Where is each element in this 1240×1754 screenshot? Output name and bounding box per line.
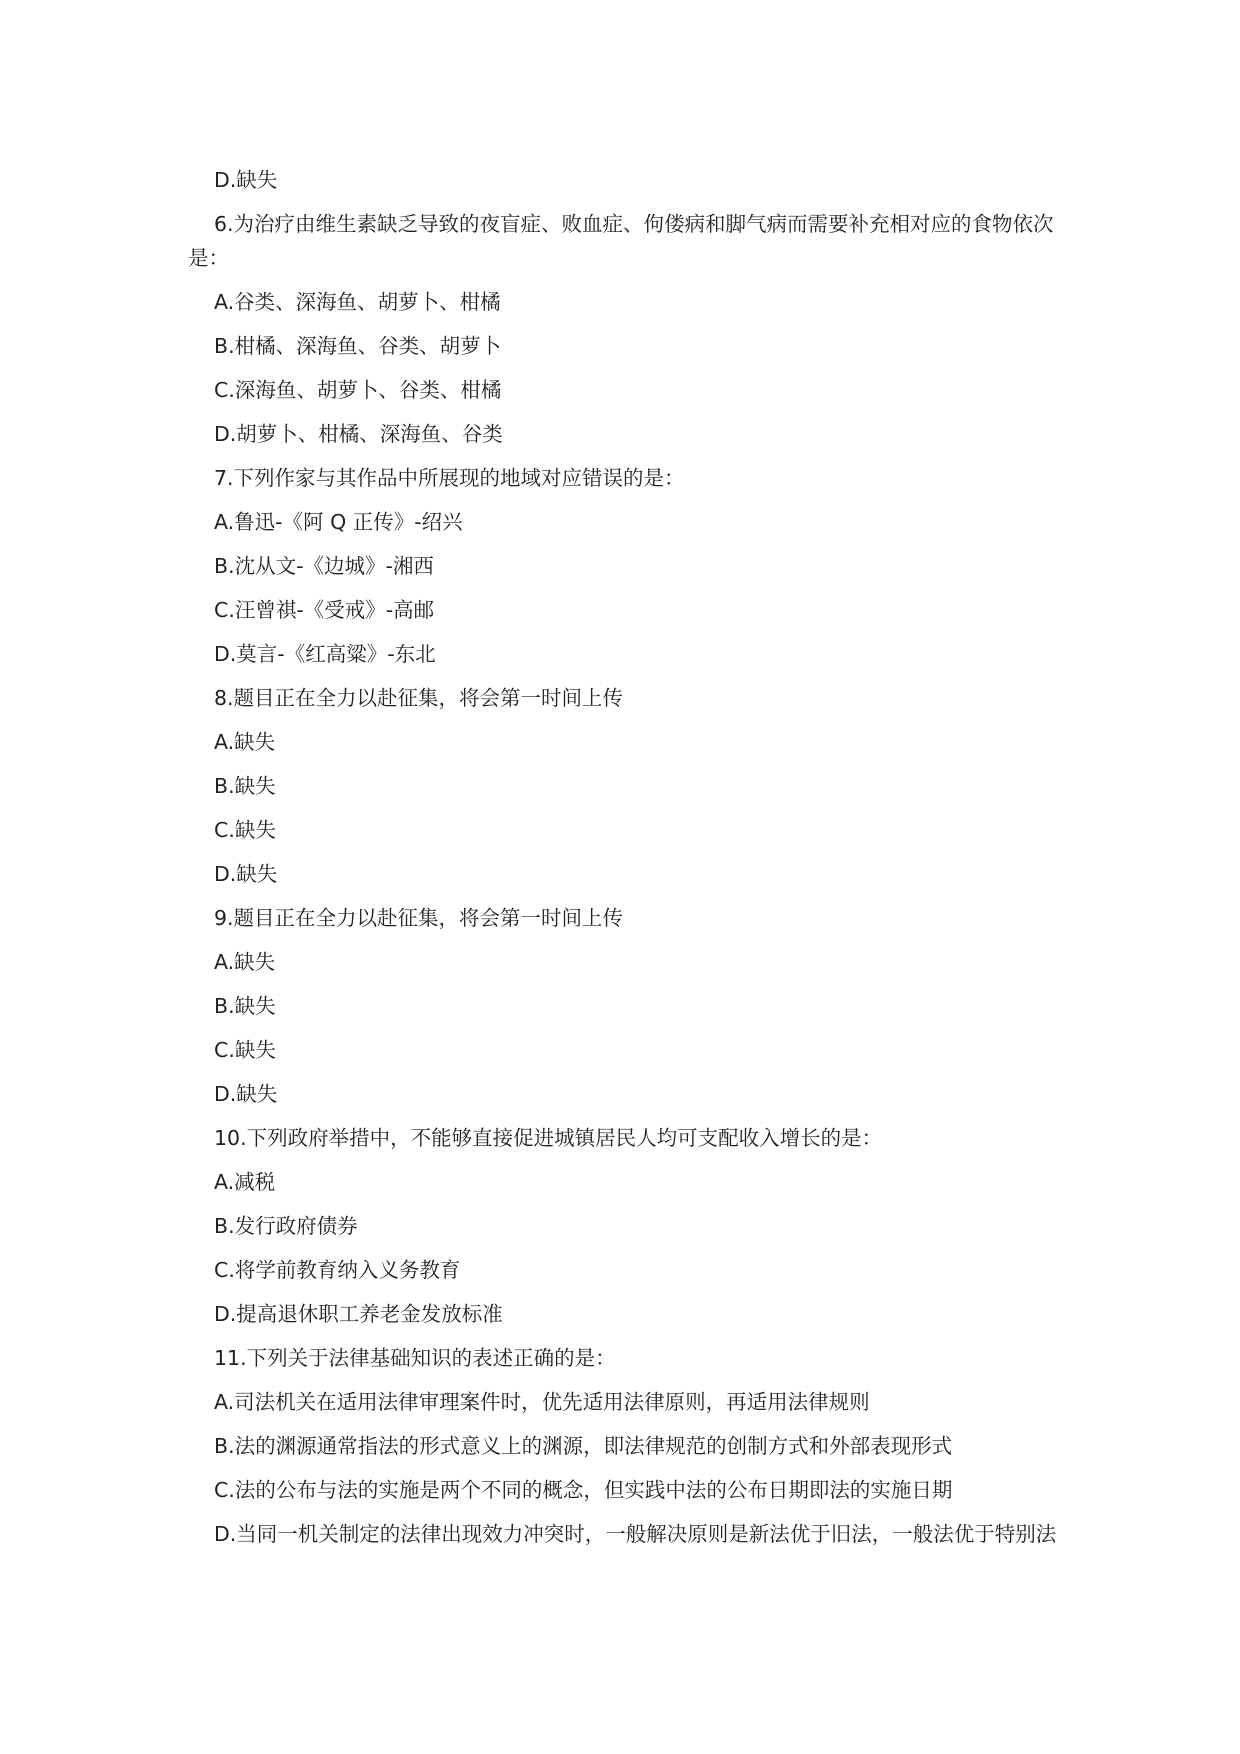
question-7-stem: 7.下列作家与其作品中所展现的地域对应错误的是：	[214, 466, 685, 490]
option-9-d: D.缺失	[214, 1082, 278, 1106]
question-9-stem: 9.题目正在全力以赴征集，将会第一时间上传	[214, 906, 624, 930]
option-7-a: A.鲁迅-《阿 Q 正传》-绍兴	[214, 510, 463, 534]
option-6-d: D.胡萝卜、柑橘、深海鱼、谷类	[214, 422, 503, 446]
document-body	[188, 158, 1068, 1556]
option-9-a: A.缺失	[214, 950, 276, 974]
option-8-a: A.缺失	[214, 730, 276, 754]
option-6-c: C.深海鱼、胡萝卜、谷类、柑橘	[214, 378, 502, 402]
option-7-b: B.沈从文-《边城》-湘西	[214, 554, 434, 578]
option-11-c: C.法的公布与法的实施是两个不同的概念，但实践中法的公布日期即法的实施日期	[214, 1478, 953, 1502]
option-11-b: B.法的渊源通常指法的形式意义上的渊源，即法律规范的创制方式和外部表现形式	[214, 1434, 953, 1458]
option-8-d: D.缺失	[214, 862, 278, 886]
option-10-c: C.将学前教育纳入义务教育	[214, 1258, 461, 1282]
option-9-b: B.缺失	[214, 994, 276, 1018]
option-10-d: D.提高退休职工养老金发放标准	[214, 1302, 503, 1326]
option-7-d: D.莫言-《红高粱》-东北	[214, 642, 436, 666]
question-11-stem: 11.下列关于法律基础知识的表述正确的是：	[214, 1346, 616, 1370]
option-8-c: C.缺失	[214, 818, 276, 842]
option-7-c: C.汪曾祺-《受戒》-高邮	[214, 598, 435, 622]
question-8-stem: 8.题目正在全力以赴征集，将会第一时间上传	[214, 686, 624, 710]
option-6-b: B.柑橘、深海鱼、谷类、胡萝卜	[214, 334, 502, 358]
question-6-stem: 6.为治疗由维生素缺乏导致的夜盲症、败血症、佝偻病和脚气病而需要补充相对应的食物依次是：	[188, 212, 1054, 270]
option-11-d: D.当同一机关制定的法律出现效力冲突时，一般解决原则是新法优于旧法，一般法优于特别法	[214, 1522, 1057, 1546]
option-5-d: D.缺失	[214, 168, 278, 192]
option-8-b: B.缺失	[214, 774, 276, 798]
option-10-a: A.减税	[214, 1170, 276, 1194]
option-10-b: B.发行政府债券	[214, 1214, 358, 1238]
option-9-c: C.缺失	[214, 1038, 276, 1062]
option-6-a: A.谷类、深海鱼、胡萝卜、柑橘	[214, 290, 501, 314]
question-10-stem: 10.下列政府举措中，不能够直接促进城镇居民人均可支配收入增长的是：	[214, 1126, 883, 1150]
option-11-a: A.司法机关在适用法律审理案件时，优先适用法律原则，再适用法律规则	[214, 1390, 870, 1414]
